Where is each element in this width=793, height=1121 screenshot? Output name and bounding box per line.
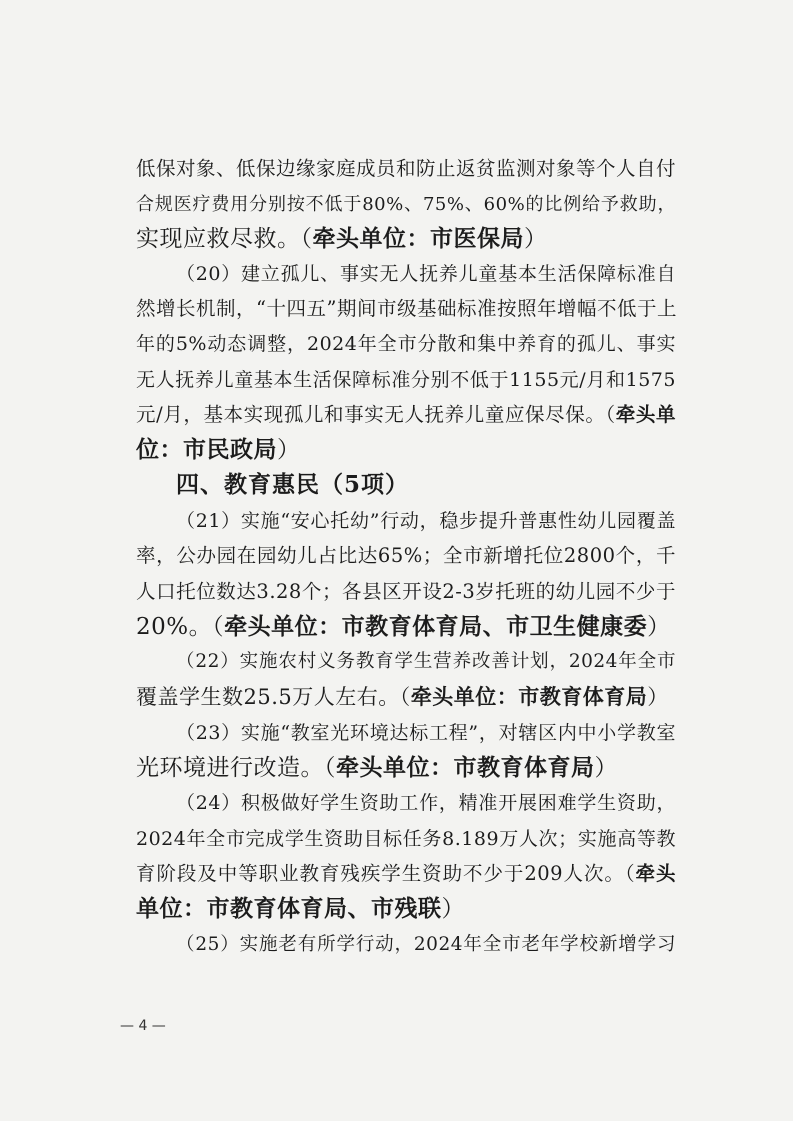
text-line: 人口托位数达3.28个；各县区开设2-3岁托班的幼儿园不少于 (136, 580, 676, 603)
text-line: 率，公办园在园幼儿占比达65%；全市新增托位2800个，千 (136, 544, 676, 567)
text-line: 光环境进行改造。（牵头单位：市教育体育局） (136, 754, 618, 781)
text-line: （24）积极做好学生资助工作，精准开展困难学生资助， (176, 792, 676, 814)
text-line: 实现应救尽救。（牵头单位：市医保局） (136, 225, 548, 252)
text-line: （21）实施“安心托幼”行动，稳步提升普惠性幼儿园覆盖 (176, 510, 676, 532)
text-line: 20%。（牵头单位：市教育体育局、市卫生健康委） (136, 613, 671, 640)
text-line: 年的5%动态调整，2024年全市分散和集中养育的孤儿、事实 (136, 333, 676, 355)
text-line: 覆盖学生数25.5万人左右。（牵头单位：市教育体育局） (136, 684, 669, 709)
text-line: 合规医疗费用分别按不低于80%、75%、60%的比例给予救助， (136, 194, 676, 215)
text-line: 单位：市教育体育局、市残联） (136, 895, 465, 922)
page-number: — 4 — (120, 1018, 166, 1034)
text-line: 位：市民政局） (136, 436, 301, 463)
text-line: （25）实施老有所学行动，2024年全市老年学校新增学习 (176, 934, 676, 955)
text-line: （22）实施农村义务教育学生营养改善计划，2024年全市 (176, 651, 676, 672)
text-line: （23）实施“教室光环境达标工程”，对辖区内中小学教室 (176, 722, 676, 744)
text-line: 元/月，基本实现孤儿和事实无人抚养儿童应保尽保。（牵头单 (136, 403, 676, 426)
text-line: 育阶段及中等职业教育残疾学生资助不少于209人次。（牵头 (136, 862, 676, 885)
text-line: 2024年全市完成学生资助目标任务8.189万人次；实施高等教 (136, 828, 676, 850)
text-line: 低保对象、低保边缘家庭成员和防止返贫监测对象等个人自付 (136, 157, 677, 180)
section-heading: 四、教育惠民（5项） (176, 471, 410, 498)
text-line: 无人抚养儿童基本生活保障标准分别不低于1155元/月和1575 (136, 369, 676, 391)
text-line: （20）建立孤儿、事实无人抚养儿童基本生活保障标准自 (176, 263, 676, 285)
text-line: 然增长机制，“十四五”期间市级基础标准按照年增幅不低于上 (136, 297, 677, 320)
